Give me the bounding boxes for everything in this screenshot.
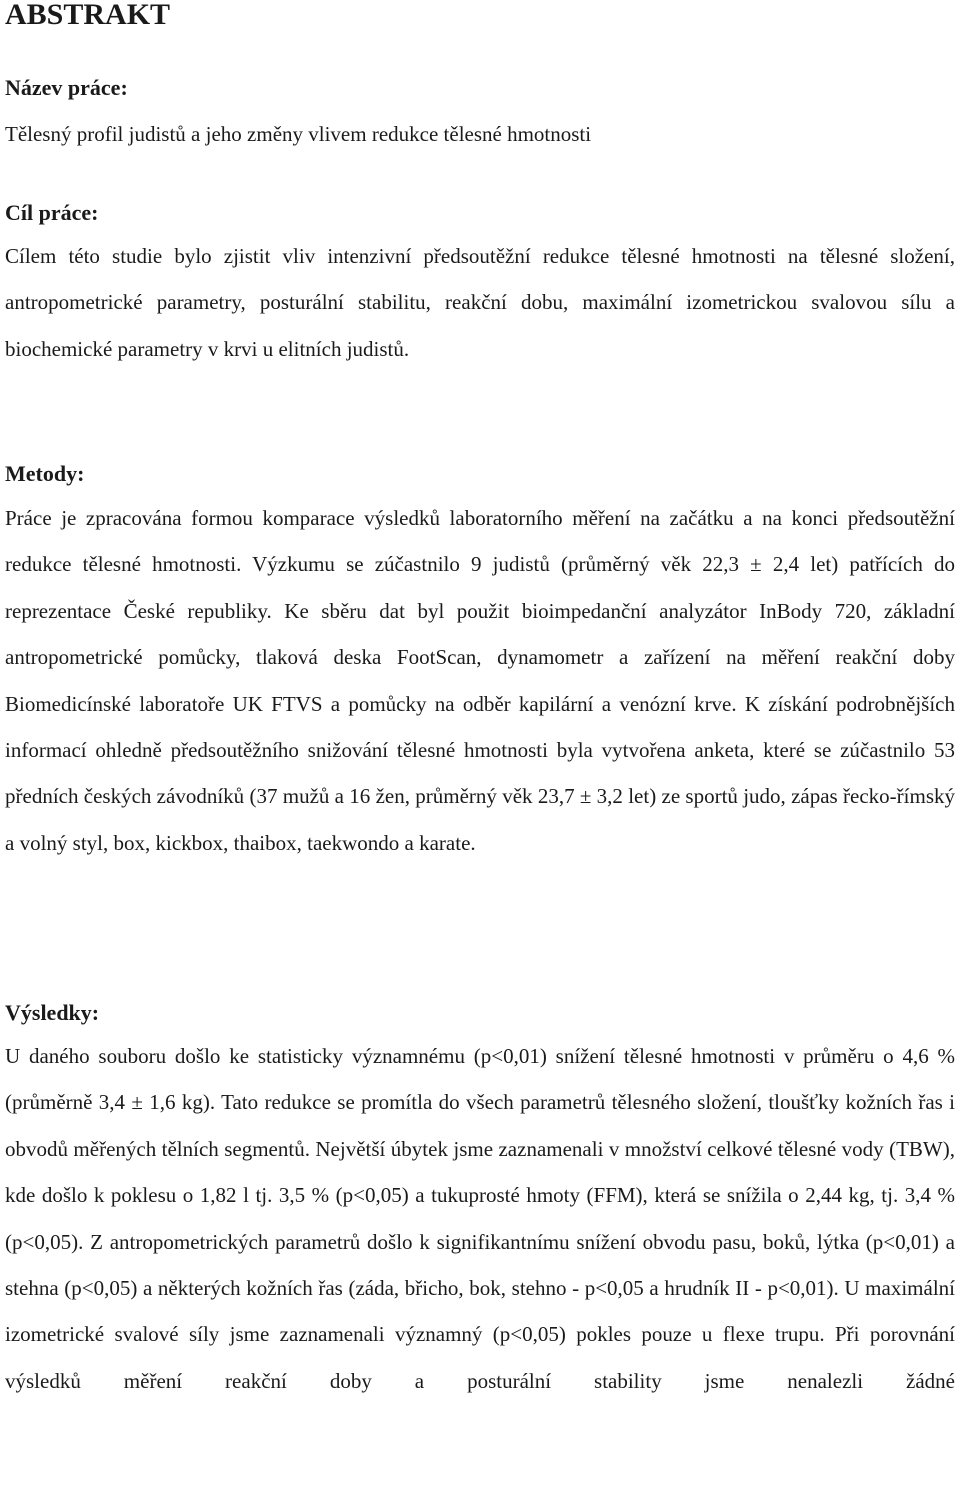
section-heading-nazev: Název práce: bbox=[5, 75, 128, 100]
section-heading-metody: Metody: bbox=[5, 461, 85, 486]
section-text-nazev: Tělesný profil judistů a jeho změny vlivem redukce tělesné hmotnosti bbox=[5, 122, 592, 146]
section-text-cil: Cílem této studie bylo zjistit vliv intenzivní předsoutěžní redukce tělesné hmotnosti na tělesné složení, antropometrické parametry, posturální stabilitu, reakční dobu, maximální izometrickou svalovou sílu a biochemické parametry v krvi u elitních judistů. bbox=[5, 244, 955, 361]
section-text-metody: Práce je zpracována formou komparace výsledků laboratorního měření na začátku a na konci předsoutěžní redukce tělesné hmotnosti. Výzkumu se zúčastnilo 9 judistů (průměrný věk 22,3 ± 2,4 let) patřících do reprezentace České republiky. Ke sběru dat byl použit bioimpedanční analyzátor InBody 720, základní antropometrické pomůcky, tlaková deska FootScan, dynamometr a zařízení na měření reakční doby Biomedicínské laboratoře UK FTVS a pomůcky na odběr kapilární a venózní krve. K získání podrobnějších informací ohledně předsoutěžního snižování tělesné hmotnosti byla vytvořena anketa, které se zúčastnilo 53 předních českých závodníků (37 mužů a 16 žen, průměrný věk 23,7 ± 3,2 let) ze sportů judo, zápas řecko-římský a volný styl, box, kickbox, thaibox, taekwondo a karate. bbox=[5, 506, 955, 855]
section-heading-cil: Cíl práce: bbox=[5, 200, 99, 225]
section-text-vysledky: U daného souboru došlo ke statisticky významnému (p<0,01) snížení tělesné hmotnosti v průměru o 4,6 % (průměrně 3,4 ± 1,6 kg). Tato redukce se promítla do všech parametrů tělesného složení, tloušťky kožních řas i obvodů měřených tělních segmentů. Největší úbytek jsme zaznamenali v množství celkové tělesné vody (TBW), kde došlo k poklesu o 1,82 l tj. 3,5 % (p<0,05) a tukuprosté hmoty (FFM), která se snížila o 2,44 kg, tj. 3,4 % (p<0,05). Z antropometrických parametrů došlo k signifikantnímu snížení obvodu pasu, boků, lýtka (p<0,01) a stehna (p<0,05) a některých kožních řas (záda, břicho, bok, stehno - p<0,05 a hrudník II - p<0,01). U maximální izometrické svalové síly jsme zaznamenali významný (p<0,05) pokles pouze u flexe trupu. Při porovnání výsledků měření reakční doby a posturální stability jsme nenalezli žádné bbox=[5, 1044, 955, 1393]
document-title: ABSTRAKT bbox=[5, 0, 171, 31]
section-heading-vysledky: Výsledky: bbox=[5, 1000, 100, 1025]
